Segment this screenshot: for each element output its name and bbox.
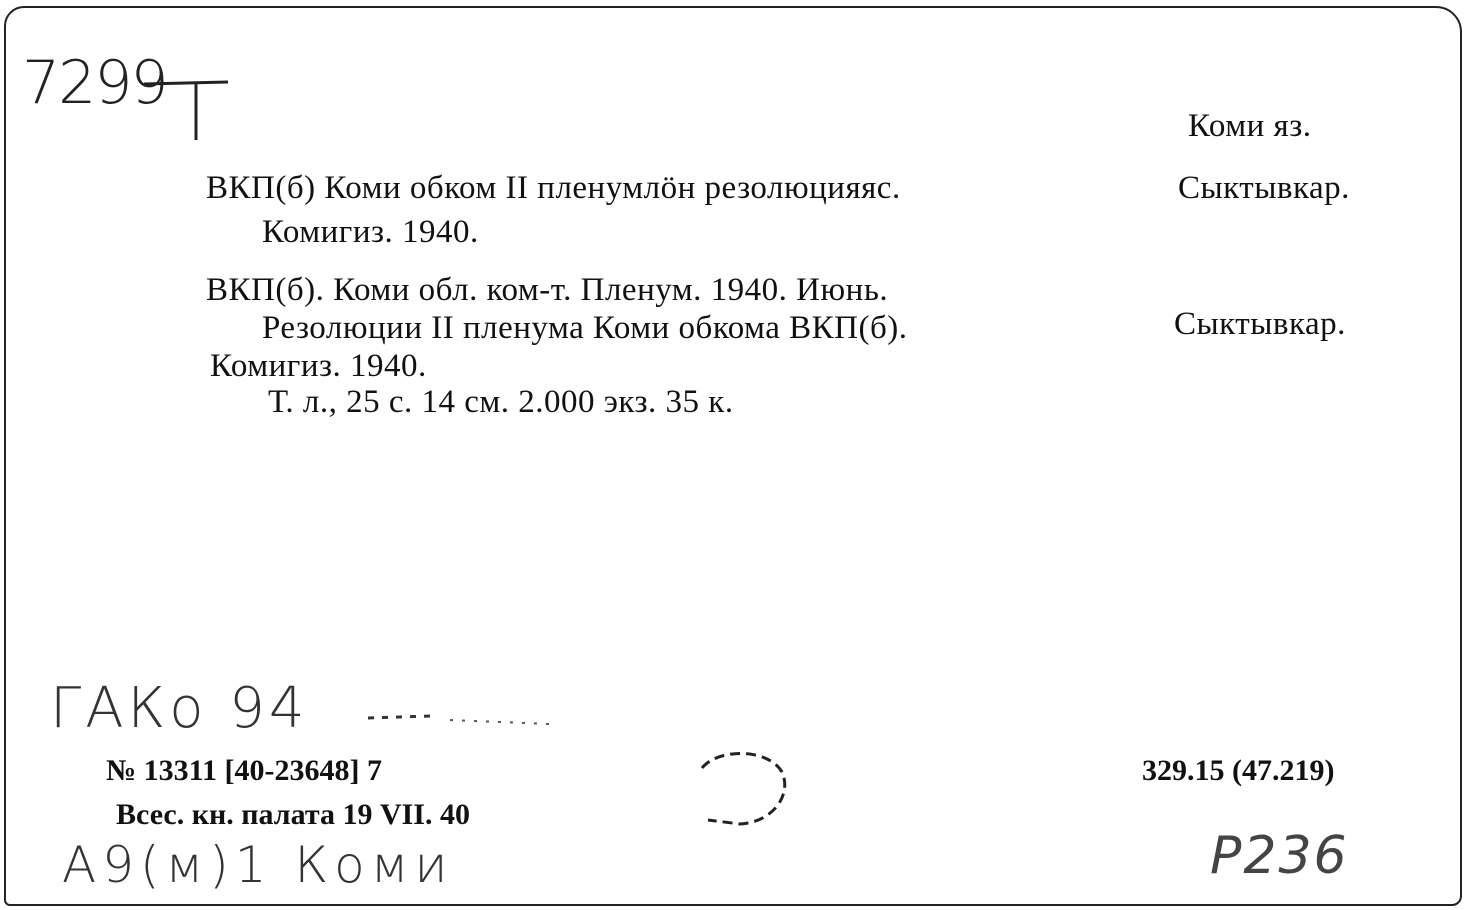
- handwritten-archive-mark: ГАКо 94: [50, 676, 309, 741]
- entry1-title: [206, 170, 901, 207]
- handwritten-code: Р236: [1210, 826, 1349, 886]
- handwritten-underline: [140, 78, 235, 148]
- entry1-line1: ВКП(б) Коми обком II пленумлöн резолюцияяс.: [206, 170, 901, 206]
- entry2-publisher: Комигиз. 1940.: [210, 348, 427, 384]
- language-label: Коми яз.: [1188, 108, 1312, 144]
- entry1-publisher: Комигиз. 1940.: [262, 214, 479, 250]
- card-punch-hole: [688, 742, 798, 832]
- card-border-gap: [336, 8, 796, 20]
- book-chamber-date: Всес. кн. палата 19 VII. 40: [116, 798, 470, 831]
- entry2-place: Сыктывкар.: [1174, 306, 1346, 342]
- handwritten-dash: [360, 690, 560, 750]
- entry2-heading: ВКП(б). Коми обл. ком-т. Пленум. 1940. Июнь.: [206, 272, 889, 308]
- handwritten-inventory-number: 7299: [22, 48, 167, 118]
- entry1-place: Сыктывкар.: [1178, 170, 1350, 206]
- entry2-physical-description: Т. л., 25 с. 14 см. 2.000 экз. 35 к.: [268, 384, 734, 420]
- record-number: № 13311 [40-23648] 7: [106, 754, 382, 787]
- classification-index: 329.15 (47.219): [1142, 754, 1335, 787]
- handwritten-shelf-mark: А9(м)1 Коми: [62, 836, 454, 894]
- entry2-title: Резолюции II пленума Коми обкома ВКП(б).: [262, 310, 908, 346]
